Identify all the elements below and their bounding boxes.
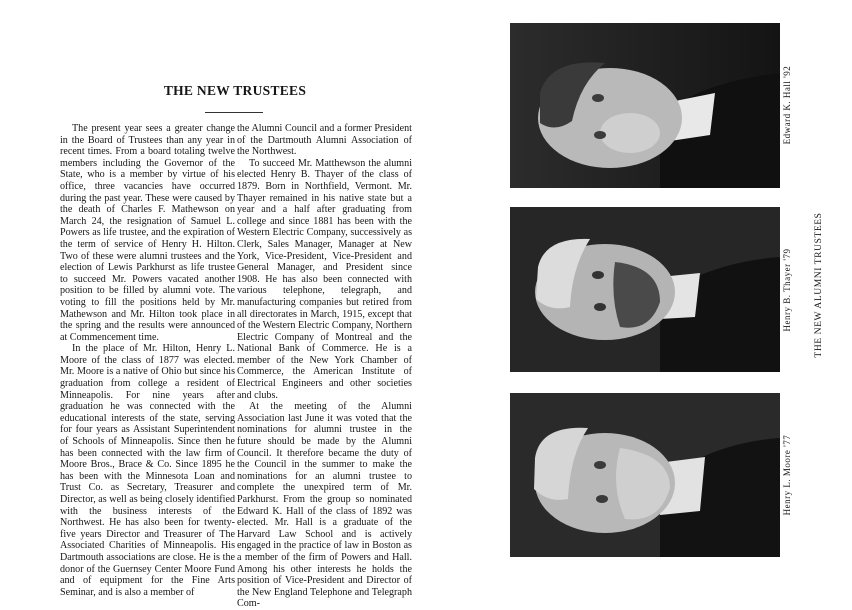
caption-hall: Edward K. Hall '92 [782, 65, 792, 145]
article-title: THE NEW TRUSTEES [163, 83, 307, 98]
caption-thayer: Henry B. Thayer '79 [782, 248, 792, 332]
paragraph-intro: The present year sees a greater change in the Board of Trustees than any year in recent times. From a board totaling twelve members including the Governor of the State, who is a member by virtue of his office, three vacancies have occurred during the past year. These were caused by the death of Charles F. Mathewson on March 24, the resignation of Samuel L. Powers as life trustee, and the expiration of the term of service of Henry H. Hilton. Two of these were alumni trustees and the election of Lewis Parkhurst as life trustee to succeed Mr. Powers vacated another position to be filled by alumni vote. The voting to fill the positions held by Mr. Mathewson and Mr. Hilton took place in the spring and the results were announced at Commencement time. [60, 123, 235, 343]
portrait-photo-hall [510, 23, 780, 188]
paragraph-moore: In the place of Mr. Hilton, Henry L. Moore of the class of 1877 was elected. Mr. Moore is a native of Ohio but since his graduation from college a resident of Minneapolis. For nine years after graduation he was connected with the educational interests of the state, serving for four years as Assistant Superintendent of Schools of Minneapolis. Since then he has been connected with the law firm of Moore Bros., Brace & Co. Since 1895 he has been with the Minnesota Loan and Trust Co. as Secretary, Treasurer and Director, as well as being closely identified with the business interests of the Northwest. He has also been for twenty-five years Director and Treasurer of The Associated Charities of Minneapolis. His Dartmouth associations are close. He is the donor of the Guernsey Center Moore Fund and of equipment for the Fine Arts Seminar, and is also a member of [60, 343, 235, 598]
title-rule [205, 112, 263, 113]
text-column-1 [60, 123, 235, 598]
paragraph-hall: At the meeting of the Alumni Association last June it was voted that the nominations for alumni trustee in the future should be made by the Alumni Council. It therefore became the duty of the Council in the summer to make the nominations for an alumni trustee to complete the unexpired term of Mr. Parkhurst. From the group so nominated Edward K. Hall of the class of 1892 was elected. Mr. Hall is a graduate of the Harvard Law School and is actively engaged in the practice of law in Boston as a member of the firm of Powers and Hall. Among his other interests he holds the position of Vice-President and Director of the New England Telephone and Telegraph Com- [237, 401, 412, 610]
portrait-photo-thayer [510, 207, 780, 372]
text-column-2 [237, 123, 412, 610]
running-head: THE NEW ALUMNI TRUSTEES [814, 212, 824, 358]
caption-moore: Henry L. Moore '77 [782, 434, 792, 516]
paragraph-thayer: To succeed Mr. Matthewson the alumni elected Henry B. Thayer of the class of 1879. Born in Northfield, Vermont. Mr. Thayer remained in his native state but a year and a half after graduating from college and since 1881 has been with the Western Electric Company, successively as Clerk, Sales Manager, Manager at New York, Vice-President, Vice-President and General Manager, and President since 1908. He has also been connected with various telephone, telegraph, and manufacturing companies but retired from all directorates in March, 1915, except that of the Western Electric Company, Northern Electric Company of Montreal and the National Bank of Commerce. He is a member of the New York Chamber of Commerce, the American Institute of Electrical Engineers and other societies and clubs. [237, 157, 412, 401]
paragraph-moore-continued: the Alumni Council and a former President of the Dartmouth Alumni Association of the Northwest. [237, 123, 412, 158]
portrait-photo-moore [510, 393, 780, 557]
